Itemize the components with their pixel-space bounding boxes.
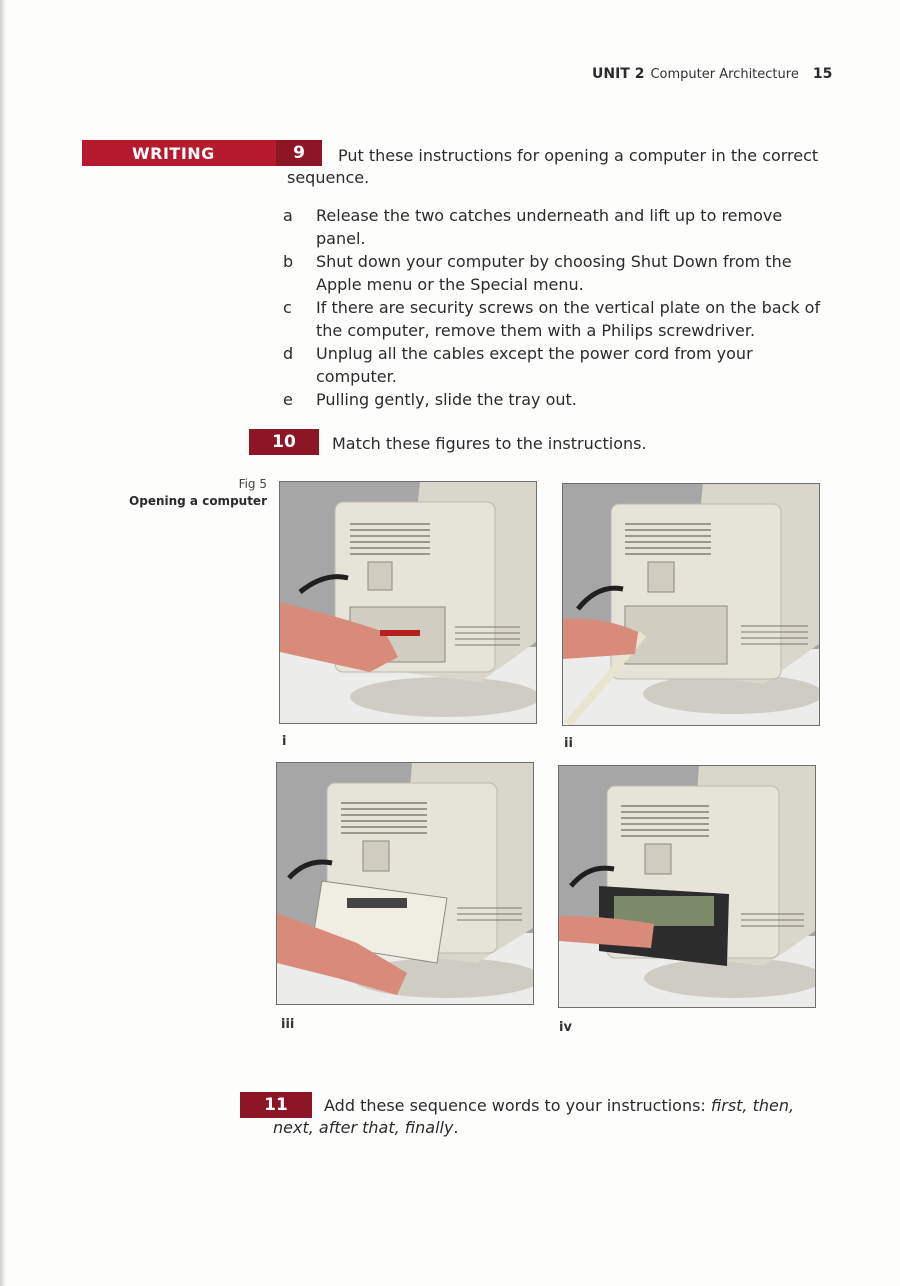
- exercise-10-number: 10: [249, 429, 319, 455]
- figure-caption: [110, 476, 267, 510]
- exercise-11-instruction-text: Add these sequence words to your instructions:: [324, 1096, 711, 1115]
- figure-title: Opening a computer: [129, 494, 267, 508]
- list-item: [283, 388, 833, 411]
- unit-label: UNIT 2: [592, 66, 645, 82]
- item-letter: e: [283, 390, 293, 409]
- instruction-list: [283, 204, 833, 411]
- item-letter: a: [283, 206, 293, 225]
- photo-iii-removing-panel: [276, 762, 534, 1005]
- list-item: [283, 204, 833, 250]
- chapter-title: Computer Architecture: [650, 67, 799, 82]
- item-text: Unplug all the cables except the power cord from your computer.: [316, 344, 753, 386]
- list-item: [283, 342, 833, 388]
- photo-i-unscrewing-plate: [279, 481, 537, 724]
- page-number: 15: [812, 66, 833, 82]
- item-text: If there are security screws on the vertical plate on the back of the computer, remove them with a Philips screwdriver.: [316, 298, 821, 340]
- item-text: Shut down your computer by choosing Shut Down from the Apple menu or the Special menu.: [316, 252, 792, 294]
- exercise-9-instruction: Put these instructions for opening a computer in the correct sequence.: [287, 146, 819, 187]
- figure-label-iii: iii: [281, 1017, 295, 1032]
- figure-label-ii: ii: [564, 736, 573, 751]
- figure-label-iv: iv: [559, 1020, 572, 1035]
- exercise-11-instruction-end: .: [453, 1118, 459, 1137]
- photo-ii-unplugging-cables: [562, 483, 820, 726]
- list-item: [283, 296, 833, 342]
- item-letter: d: [283, 344, 294, 363]
- photo-iv-sliding-tray: [558, 765, 816, 1008]
- item-text: Release the two catches underneath and lift up to remove panel.: [316, 206, 783, 248]
- exercise-10-instruction: Match these figures to the instructions.: [332, 434, 647, 453]
- page-spine-shadow: [0, 0, 6, 1286]
- section-label-writing: WRITING: [82, 140, 276, 166]
- exercise-9-number: 9: [276, 140, 322, 166]
- exercise-11-instruction: [273, 1095, 813, 1139]
- figure-label-i: i: [282, 734, 287, 749]
- list-item: [283, 250, 833, 296]
- exercise-11-number: 11: [240, 1092, 312, 1118]
- item-letter: b: [283, 252, 294, 271]
- item-letter: c: [283, 298, 292, 317]
- sequence-words: first, then, next, after that, finally: [273, 1096, 795, 1137]
- running-header: [592, 66, 832, 82]
- figure-number: Fig 5: [238, 477, 267, 491]
- item-text: Pulling gently, slide the tray out.: [316, 390, 577, 409]
